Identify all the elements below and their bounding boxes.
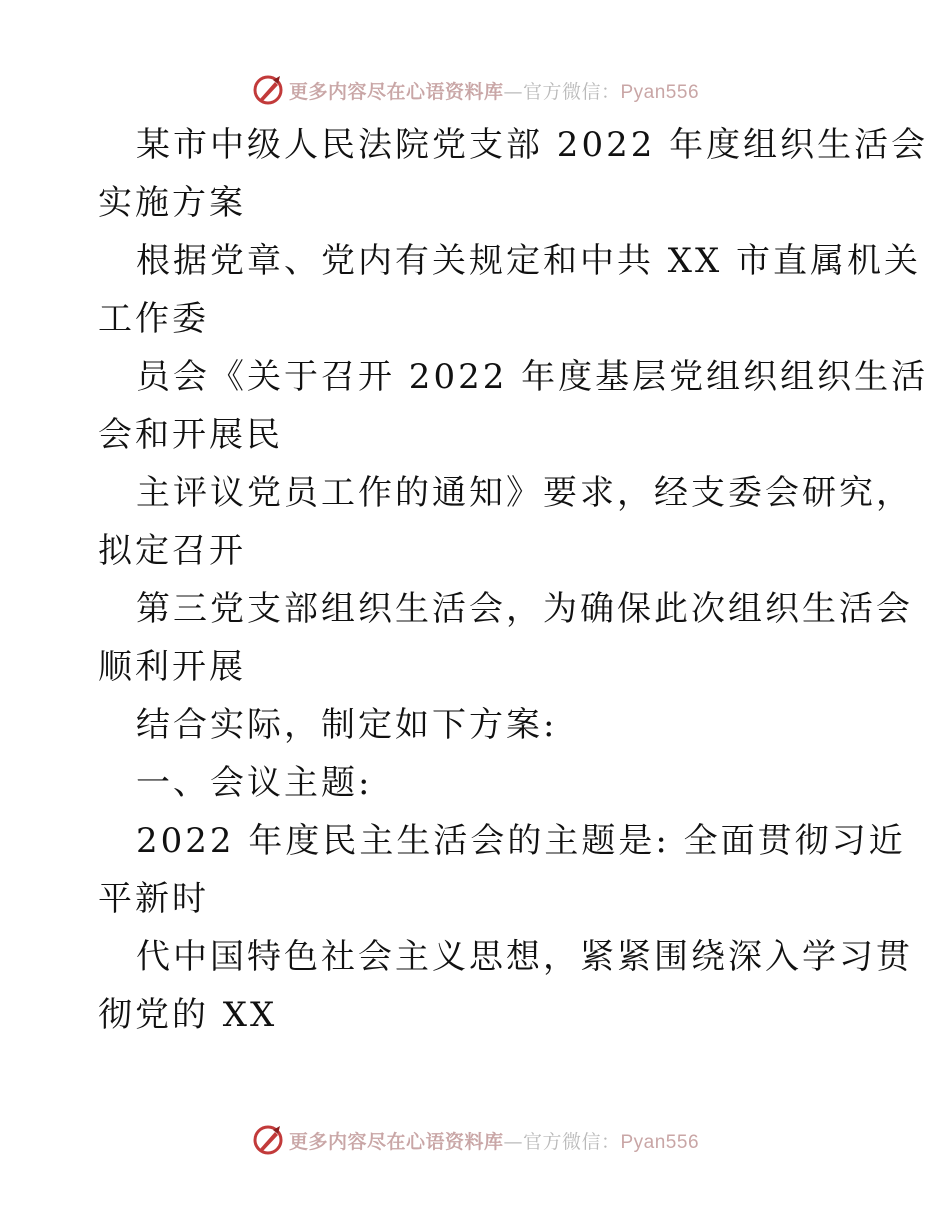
text-line: 员会《关于召开 2022 年度基层党组织组织生活 — [136, 357, 929, 397]
text-line: 会和开展民 — [98, 415, 283, 455]
watermark-sub: 官方微信： — [522, 1130, 621, 1153]
text-line: 工作委 — [98, 299, 209, 339]
text-line: 主评议党员工作的通知》要求，经支委会研究， — [136, 473, 913, 513]
text-line: 某市中级人民法院党支部 2022 年度组织生活会 — [136, 125, 929, 165]
text-line: 根据党章、党内有关规定和中共 XX 市直属机关 — [136, 241, 922, 281]
text-line: 2022 年度民主生活会的主题是: 全面贯彻习近 — [136, 821, 906, 861]
text-line: 第三党支部组织生活会，为确保此次组织生活会 — [136, 589, 913, 629]
watermark-sub: 官方微信： — [522, 80, 621, 103]
text-line: 彻党的 XX — [98, 995, 278, 1035]
watermark-dash: — — [503, 80, 523, 103]
text-line: 一、会议主题: — [136, 763, 373, 803]
watermark-dash: — — [503, 1130, 523, 1153]
text-line: 拟定召开 — [98, 531, 246, 571]
text-line: 结合实际，制定如下方案: — [136, 705, 558, 745]
watermark-main: 更多内容尽在心语资料库 — [288, 1130, 504, 1153]
text-line: 平新时 — [98, 879, 209, 919]
text-line: 代中国特色社会主义思想，紧紧围绕深入学习贯 — [136, 937, 913, 977]
document-body — [98, 116, 929, 1044]
quill-logo-icon — [251, 1123, 285, 1157]
text-line: 顺利开展 — [98, 647, 246, 687]
watermark-text — [289, 77, 699, 104]
header-watermark — [0, 70, 950, 110]
watermark-id: Pyan556 — [620, 1131, 700, 1153]
watermark-main: 更多内容尽在心语资料库 — [288, 80, 504, 103]
watermark-text — [289, 1127, 699, 1154]
footer-watermark — [0, 1120, 950, 1160]
text-line: 实施方案 — [98, 183, 246, 223]
watermark-id: Pyan556 — [620, 81, 700, 103]
quill-logo-icon — [251, 73, 285, 107]
